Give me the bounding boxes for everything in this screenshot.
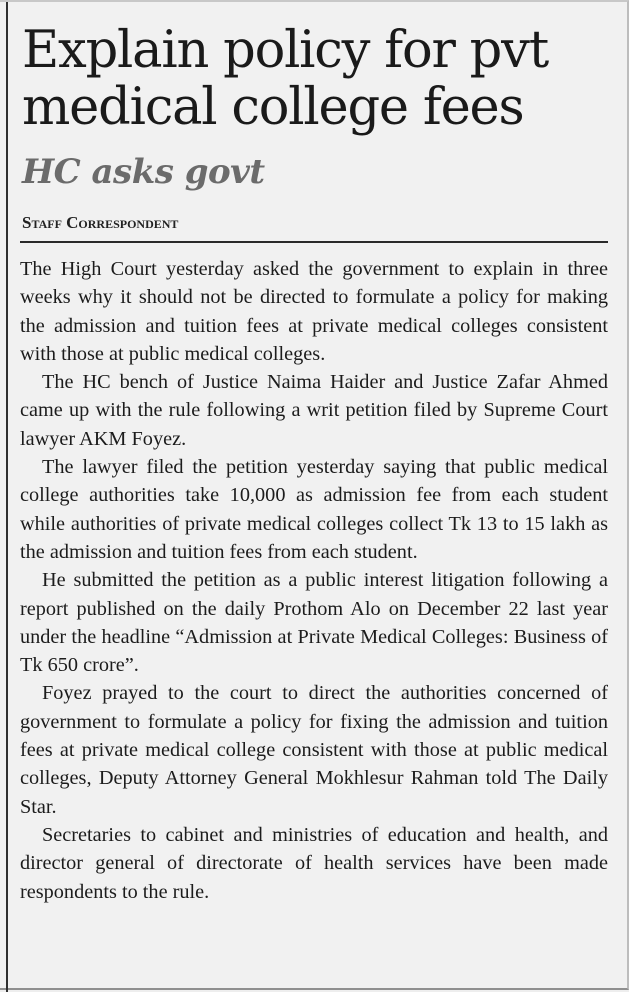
paragraph-1: The High Court yesterday asked the government to explain in three weeks why it should not be directed to formulate a policy for making the admission and tuition fees at private medical colleges consistent with those at public medical colleges. <box>20 258 608 365</box>
byline-rule <box>20 241 608 243</box>
article-body <box>20 255 608 906</box>
headline: Explain policy for pvt medical college fees <box>22 21 549 137</box>
paragraph-5: Foyez prayed to the court to direct the authorities concerned of government to formulate a policy for fixing the admission and tuition fees at private medical college consistent with those at public medical colleges, Deputy Attorney General Mokhlesur Rahman told The Daily Star. <box>20 682 608 818</box>
subheadline: HC asks govt <box>22 152 265 192</box>
column-divider <box>6 2 8 992</box>
byline: Staff Correspondent <box>22 213 179 232</box>
paragraph-2: The HC bench of Justice Naima Haider and Justice Zafar Ahmed came up with the rule following a writ petition filed by Supreme Court lawyer AKM Foyez. <box>20 371 608 450</box>
paragraph-4: He submitted the petition as a public interest litigation following a report published on the daily Prothom Alo on December 22 last year under the headline “Admission at Private Medical Colleges: Business of Tk 650 crore”. <box>20 569 608 677</box>
paragraph-6: Secretaries to cabinet and ministries of education and health, and director general of directorate of health services have been made respondents to the rule. <box>20 823 608 903</box>
paragraph-3: The lawyer filed the petition yesterday saying that public medical college authorities take 10,000 as admission fee from each student while authorities of private medical colleges collect Tk 13 to 15 lakh as the admission and tuition fees from each student. <box>20 456 608 563</box>
